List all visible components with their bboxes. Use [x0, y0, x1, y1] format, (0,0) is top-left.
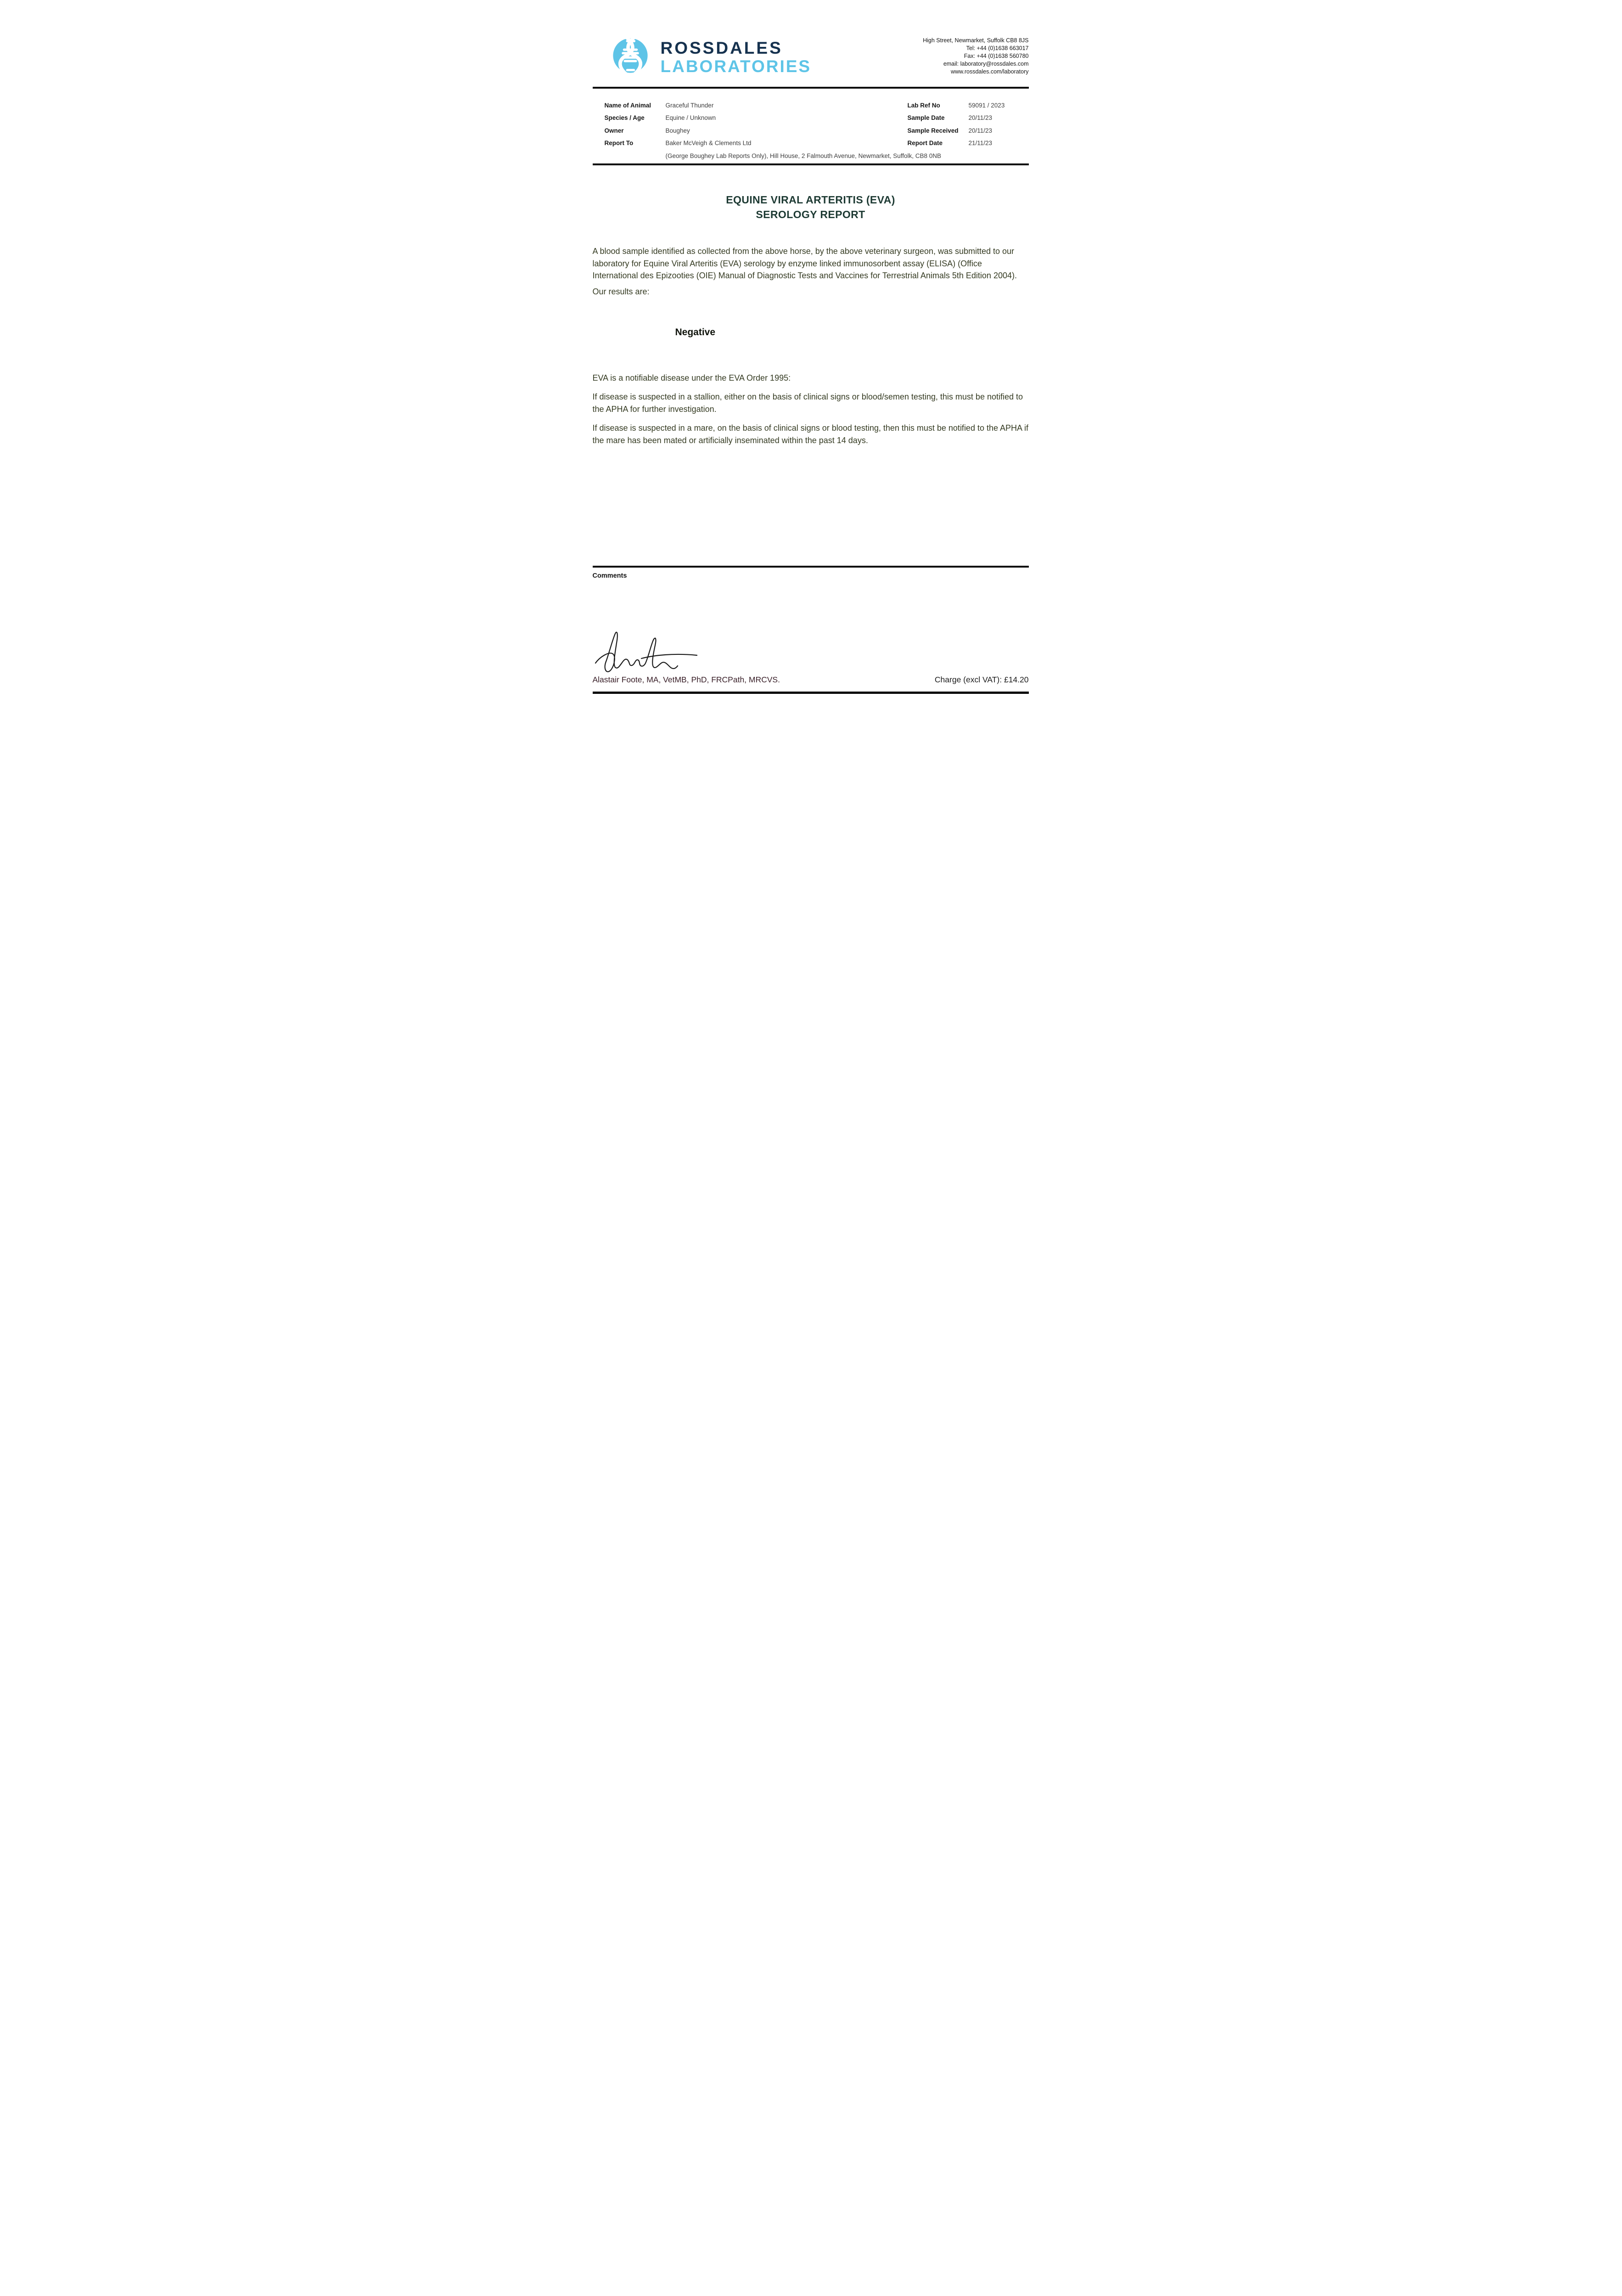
- detail-value-report-to: Baker McVeigh & Clements Ltd: [665, 140, 752, 146]
- result-value: Negative: [675, 327, 716, 338]
- logo-wordmark-laboratories: LABORATORIES: [660, 57, 812, 76]
- detail-label-lab-ref-no: Lab Ref No: [907, 102, 940, 109]
- detail-label-report-to: Report To: [604, 140, 634, 146]
- signature-image: [594, 630, 704, 681]
- intro-paragraph: A blood sample identified as collected from the above horse, by the above veterinary surgeon, was submitted to our laboratory for Equine Viral Arteritis (EVA) serology by enzyme linked immunosorbent assay (ELISA) (Office International des Epizooties (OIE) Manual of Diagnostic Tests and Vaccines for Terrestrial Animals 5th Edition 2004).: [592, 247, 1017, 280]
- detail-value-report-date: 21/11/23: [968, 140, 993, 146]
- detail-value-name-of-animal: Graceful Thunder: [665, 102, 714, 109]
- detail-value-report-to-address: (George Boughey Lab Reports Only), Hill House, 2 Falmouth Avenue, Newmarket, Suffolk, CB8 0NB: [665, 152, 942, 159]
- header-divider-rule: [593, 87, 1029, 89]
- detail-label-name-of-animal: Name of Animal: [604, 102, 651, 109]
- detail-value-lab-ref-no: 59091 / 2023: [968, 102, 1005, 109]
- detail-label-report-date: Report Date: [907, 140, 943, 146]
- detail-value-sample-date: 20/11/23: [968, 114, 993, 121]
- details-divider-rule: [593, 163, 1029, 165]
- detail-label-sample-received: Sample Received: [907, 127, 959, 134]
- logo-wordmark-rossdales: ROSSDALES: [660, 39, 783, 57]
- report-title-line-2: SEROLOGY REPORT: [756, 208, 865, 220]
- contact-tel: Tel: +44 (0)1638 663017: [966, 45, 1029, 51]
- contact-email: email: laboratory@rossdales.com: [943, 61, 1029, 67]
- detail-value-sample-received: 20/11/23: [968, 127, 993, 134]
- signatory-name: Alastair Foote, MA, VetMB, PhD, FRCPath, MRCVS.: [592, 675, 780, 684]
- notifiable-disease-text: EVA is a notifiable disease under the EVA Order 1995:: [592, 373, 791, 383]
- detail-label-owner: Owner: [604, 127, 624, 134]
- contact-address: High Street, Newmarket, Suffolk CB8 8JS: [923, 37, 1029, 44]
- detail-value-owner: Boughey: [665, 127, 690, 134]
- footer-rule: [593, 692, 1029, 694]
- mare-notification-paragraph: If disease is suspected in a mare, on the basis of clinical signs or blood testing, then this must be notified to the APHA if the mare has been mated or artificially inseminated within the past 14 days.: [592, 423, 1029, 445]
- serology-report-page: [559, 0, 1064, 715]
- dna-logo-icon: [611, 34, 650, 77]
- contact-block: [923, 37, 1028, 76]
- charge-amount: Charge (excl VAT): £14.20: [934, 675, 1029, 684]
- report-title-line-1: EQUINE VIRAL ARTERITIS (EVA): [726, 194, 895, 206]
- detail-value-species-age: Equine / Unknown: [665, 114, 716, 121]
- comments-heading: Comments: [592, 572, 627, 580]
- contact-website: www.rossdales.com/laboratory: [950, 68, 1029, 75]
- contact-fax: Fax: +44 (0)1638 560780: [964, 53, 1029, 59]
- detail-label-sample-date: Sample Date: [907, 114, 945, 121]
- report-title: [593, 192, 1029, 222]
- comments-divider-rule: [593, 566, 1029, 568]
- stallion-notification-paragraph: If disease is suspected in a stallion, either on the basis of clinical signs or blood/semen testing, this must be notified to the APHA for further investigation.: [592, 392, 1023, 414]
- detail-label-species-age: Species / Age: [604, 114, 645, 121]
- results-intro-text: Our results are:: [592, 287, 650, 296]
